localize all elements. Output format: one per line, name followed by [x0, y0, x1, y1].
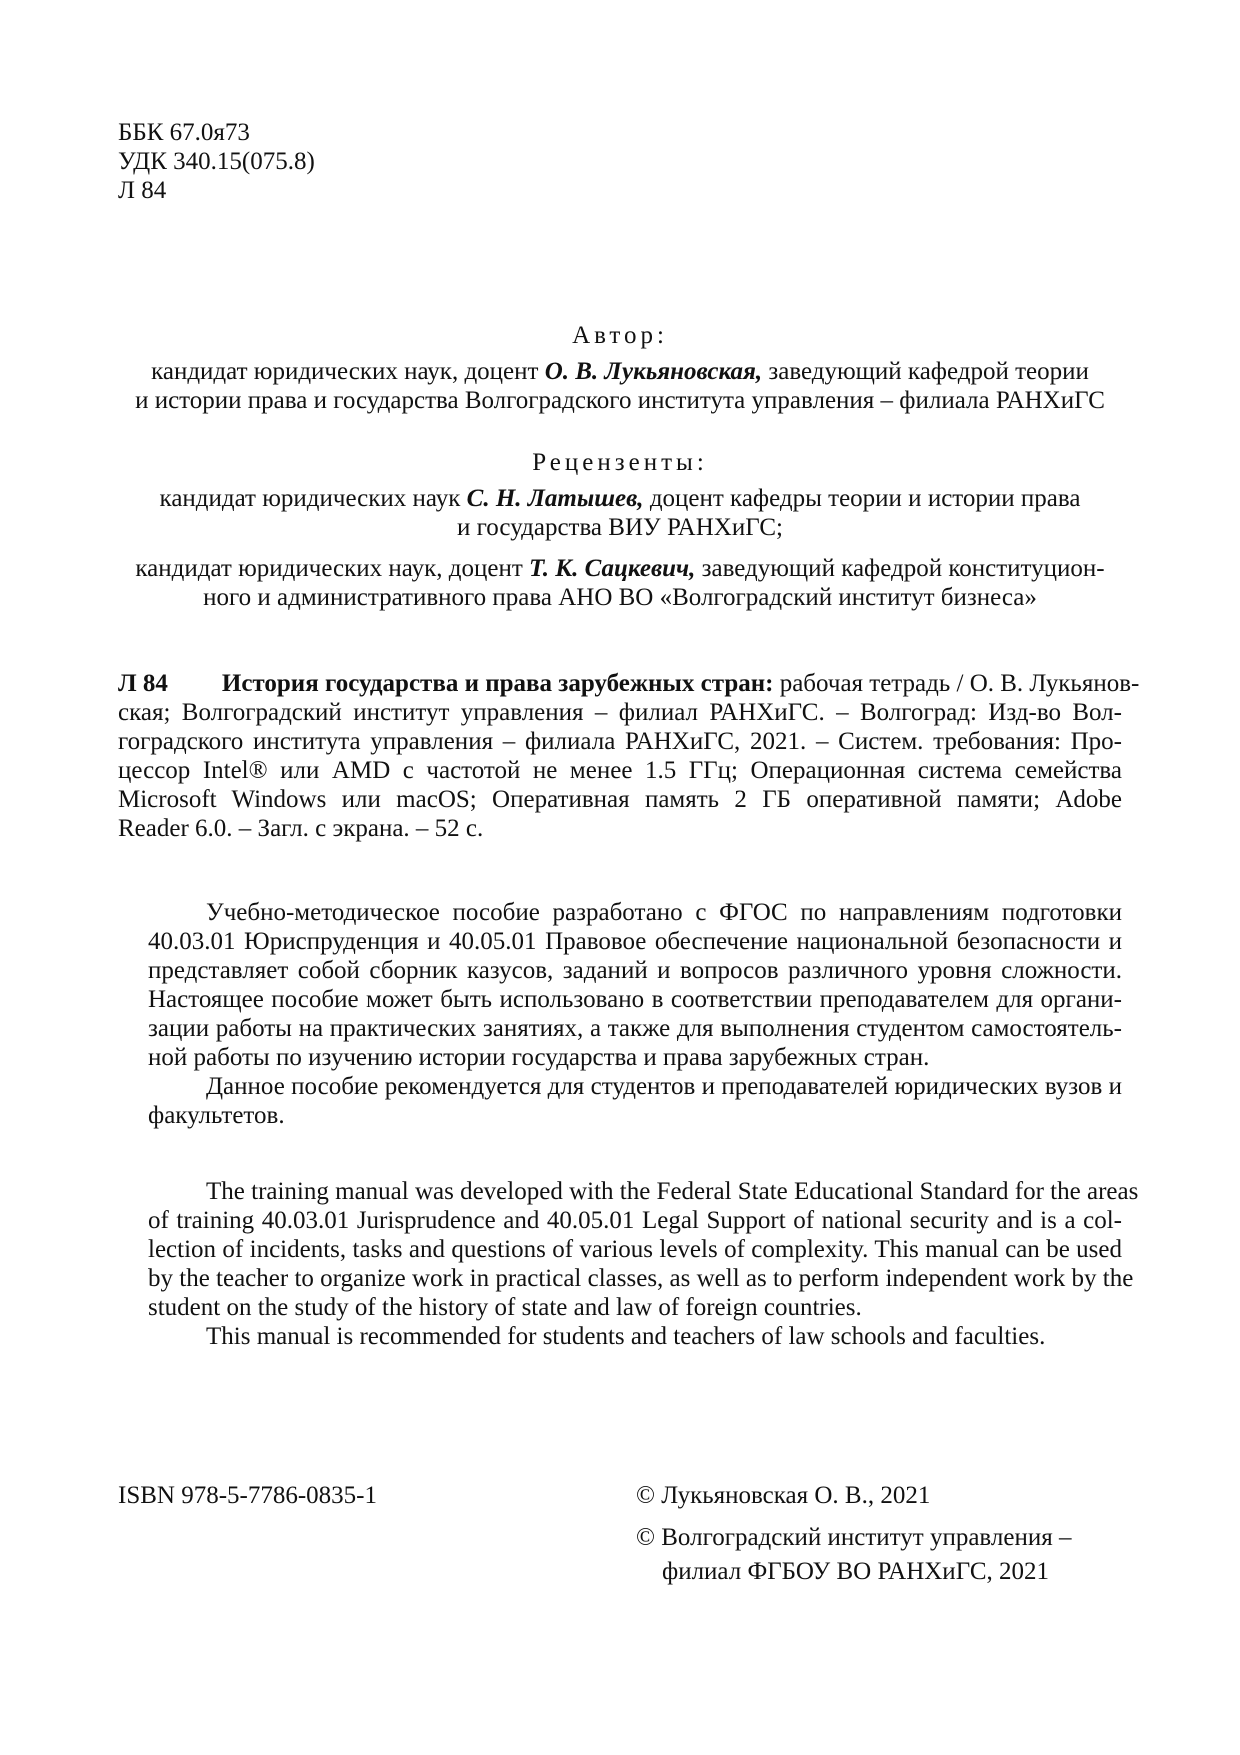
bib-line-6: Reader 6.0. – Загл. с экрана. – 52 с.: [118, 815, 484, 842]
annotation-en-line: This manual is recommended for students and teachers of law schools and faculties.: [206, 1323, 1046, 1350]
annotation-ru-line: зации работы на практических занятиях, а также для выполнения студентом самостоятель-: [148, 1015, 1122, 1042]
bib-line-2: ская; Волгоградский институт управления – филиал РАНХиГС. – Волгоград: Изд-во Вол-: [118, 699, 1122, 726]
bib-label: Л 84: [118, 670, 168, 697]
annotation-ru: [148, 898, 1122, 1130]
cutter-code: Л 84: [118, 177, 167, 204]
annotation-en-line: student on the study of the history of state and law of foreign countries.: [148, 1294, 862, 1321]
annotation-ru-line: факультетов.: [148, 1102, 285, 1129]
bib-line-3: гоградского института управления – филиала РАНХиГС, 2021. – Систем. требования: Про-: [118, 728, 1122, 755]
isbn: ISBN 978-5-7786-0835-1: [118, 1482, 378, 1509]
bbk-code: ББК 67.0я73: [118, 119, 250, 146]
reviewer-2-name: Т. К. Сацкевич,: [529, 555, 696, 582]
bib-line-4: цессор Intel® или AMD с частотой не менее 1.5 ГГц; Операционная система семейства: [118, 757, 1122, 784]
author-line-1: кандидат юридических наук, доцент О. В. Лукьяновская, заведующий кафедрой теории: [151, 358, 1089, 385]
annotation-ru-line: ной работы по изучению истории государства и права зарубежных стран.: [148, 1044, 930, 1071]
annotation-en: [148, 1177, 1139, 1351]
annotation-ru-line: представляет собой сборник казусов, заданий и вопросов различного уровня сложности.: [148, 957, 1122, 984]
udk-code: УДК 340.15(075.8): [118, 148, 315, 175]
copyright-institute-cont: филиал ФГБОУ ВО РАНХиГС, 2021: [662, 1558, 1049, 1585]
annotation-ru-line: 40.03.01 Юриспруденция и 40.05.01 Правовое обеспечение национальной безопасности и: [148, 928, 1122, 955]
reviewer-1-line-1: кандидат юридических наук С. Н. Латышев, доцент кафедры теории и истории права: [159, 485, 1081, 512]
bibliographic-record: [118, 669, 1140, 843]
reviewer-1-line-2: и государства ВИУ РАНХиГС;: [457, 514, 783, 541]
author-name: О. В. Лукьяновская,: [544, 358, 763, 385]
reviewer-2-line-2: ного и административного права АНО ВО «Волгоградский институт бизнеса»: [203, 584, 1037, 611]
copyright-block: [636, 1481, 1071, 1586]
bib-title: История государства и права зарубежных стран:: [221, 670, 774, 697]
reviewer-1-name: С. Н. Латышев,: [466, 485, 644, 512]
annotation-en-line: The training manual was developed with the Federal State Educational Standard for the areas: [206, 1178, 1139, 1205]
author-line-2: и истории права и государства Волгоградского института управления – филиала РАНХиГС: [135, 387, 1105, 414]
reviewer-2-line-1: кандидат юридических наук, доцент Т. К. Сацкевич, заведующий кафедрой конституцион-: [135, 555, 1105, 582]
bib-line-1: Л 84 История государства и права зарубежных стран: рабочая тетрадь / О. В. Лукьянов-: [118, 670, 1140, 697]
annotation-ru-line: Учебно-методическое пособие разработано с ФГОС по направлениям подготовки: [206, 899, 1122, 926]
annotation-ru-line: Настоящее пособие может быть использовано в соответствии преподавателем для органи-: [148, 986, 1122, 1013]
copyright-author: © Лукьяновская О. В., 2021: [636, 1482, 931, 1509]
bib-line-5: Microsoft Windows или macOS; Оперативная память 2 ГБ оперативной памяти; Adobe: [118, 786, 1122, 813]
reviewers-heading: Рецензенты:: [532, 449, 708, 476]
classification-codes: [118, 118, 315, 205]
annotation-en-line: lection of incidents, tasks and questions of various levels of complexity. This manual can be used: [148, 1236, 1122, 1263]
annotation-ru-line: Данное пособие рекомендуется для студентов и преподавателей юридических вузов и: [206, 1073, 1122, 1100]
copyright-institute: © Волгоградский институт управления –: [636, 1524, 1072, 1551]
annotation-en-line: by the teacher to organize work in practical classes, as well as to perform independent work by the: [148, 1265, 1134, 1292]
annotation-en-line: of training 40.03.01 Jurisprudence and 40.05.01 Legal Support of national security and is a col-: [148, 1207, 1122, 1234]
author-heading: Автор:: [572, 322, 668, 349]
